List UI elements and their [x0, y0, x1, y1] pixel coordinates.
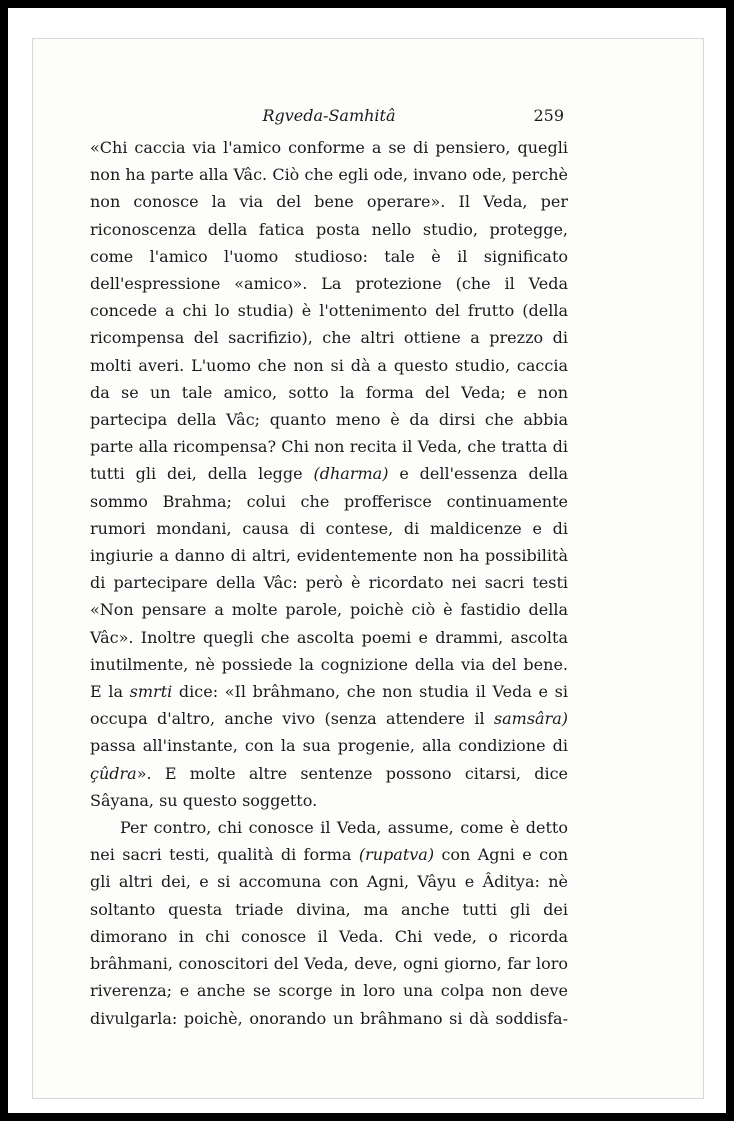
italic-term-cudra: çûdra: [90, 763, 137, 783]
running-title: Rgveda-Samhitâ: [262, 106, 396, 125]
italic-term-smrti: smrti: [129, 682, 173, 702]
text-block: [90, 100, 568, 1032]
paragraph-1: [90, 134, 568, 814]
italic-term-rupatva: (rupatva): [358, 845, 435, 865]
text-segment: passa all'instante, con la sua progenie, alla condizione di: [90, 736, 568, 756]
italic-term-samsara: samsâra): [493, 709, 568, 729]
text-segment: «Chi caccia via l'amico conforme a se di pensiero, quegli non ha parte alla Vâc. Ciò che egli ode, invano ode, perchè non conosce la via del bene operare». Il Veda, per riconoscenza della fatica posta nello studio, protegge, come l'amico l'uomo studioso: tale è il significato dell'espressione «amico». La protezione (che il Veda concede a chi lo studia) è l'ottenimento del frutto (della ricompensa del sacrifizio), che altri ottiene a prezzo di molti averi. L'uomo che non si dà a questo studio, caccia da se un tale amico, sotto la forma del Veda; e non partecipa della Vâc; quanto meno è da dirsi che abbia parte alla ricompensa? Chi non recita il Veda, che tratta di tutti gli dei, della legge: [90, 138, 568, 484]
italic-term-dharma: (dharma): [313, 464, 389, 484]
page-number: 259: [533, 106, 564, 125]
text-segment: dice: «Il brâhmano, che non studia il Veda e si occupa d'altro, anche vivo (senza attendere il: [90, 682, 568, 729]
text-segment: ». E molte altre sentenze possono citarsi, dice Sâyana, su questo soggetto.: [90, 763, 568, 810]
running-head: [90, 100, 568, 128]
text-segment: Per contro, chi conosce il Veda, assume, come è detto nei sacri testi, qualità di forma: [90, 818, 568, 865]
text-segment: e dell'essenza della sommo Brahma; colui che profferisce continuamente rumori mondani, causa di contese, di maldicenze e di ingiurie a danno di altri, evidentemente non ha possibilità di partecipare della Vâc: però è ricordato nei sacri testi «Non pensare a molte parole, poichè ciò è fastidio della Vâc». Inoltre quegli che ascolta poemi e drammi, ascolta inutilmente, nè possiede la cognizione della via del bene. E la: [90, 464, 568, 702]
paragraph-2: [90, 814, 568, 1032]
text-segment: con Agni e con gli altri dei, e si accomuna con Agni, Vâyu e Âditya: nè soltanto questa triade divina, ma anche tutti gli dei dimorano in chi conosce il Veda. Chi vede, o ricorda brâhmani, conoscitori del Veda, deve, ogni giorno, far loro riverenza; e anche se scorge in loro una colpa non deve divulgarla: poichè, onorando un brâhmano si dà soddisfa-: [90, 845, 569, 1028]
